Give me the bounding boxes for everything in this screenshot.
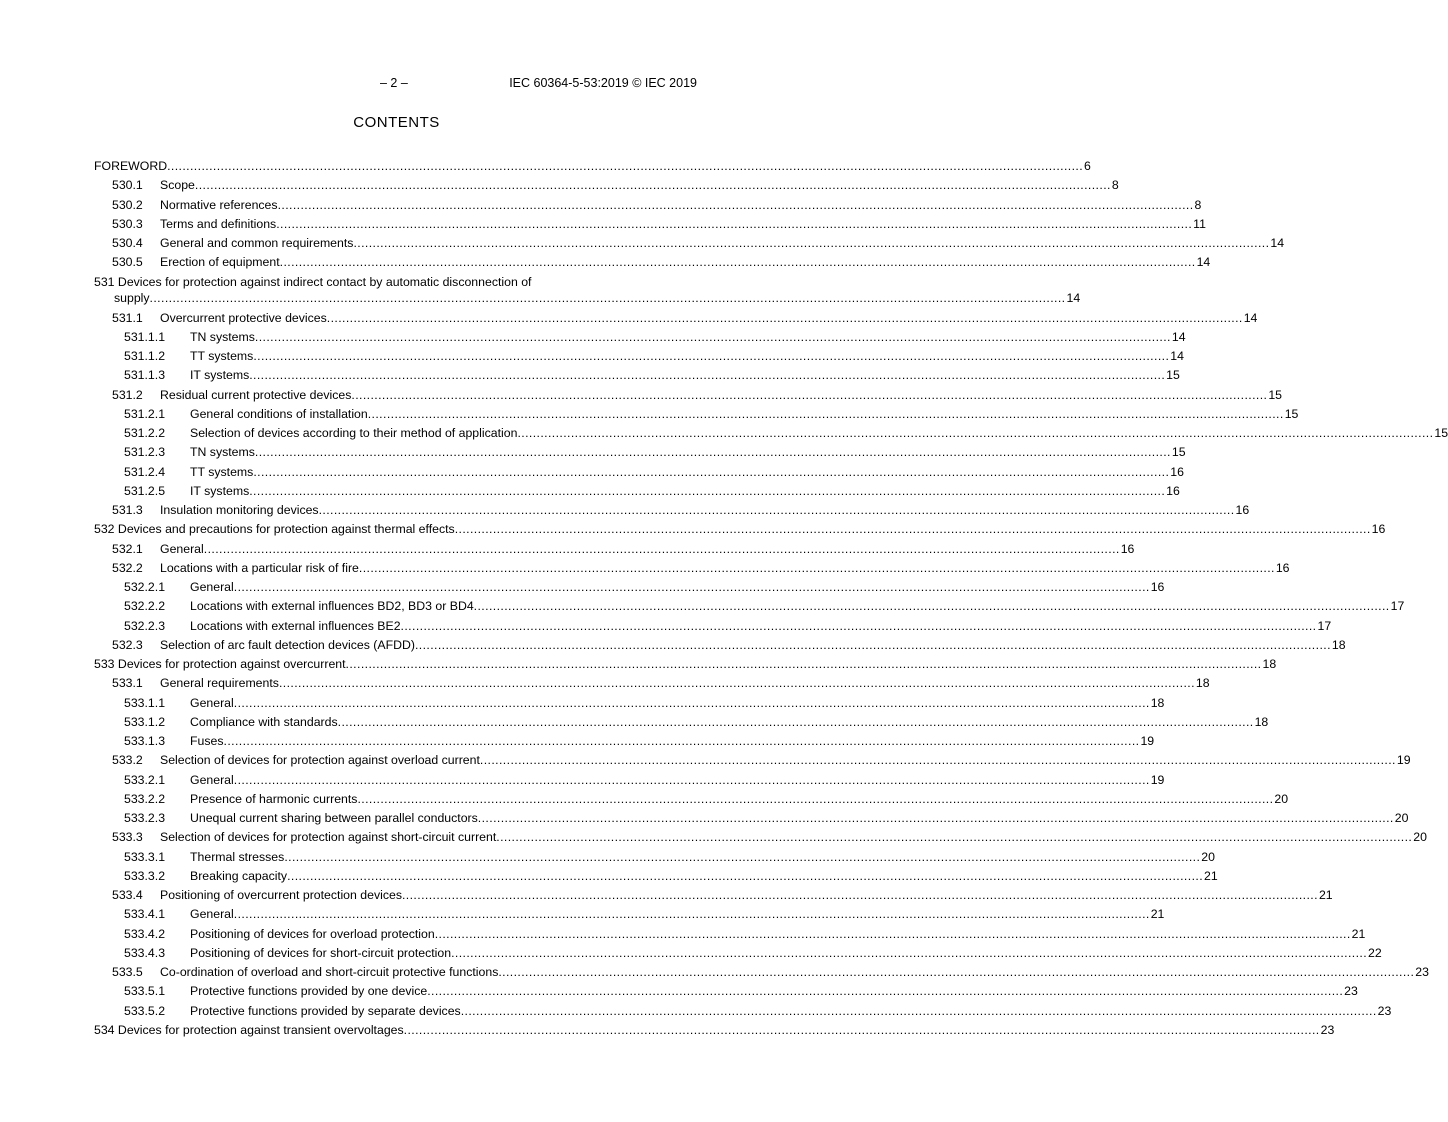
toc-entry[interactable] — [94, 982, 1358, 1001]
toc-entry[interactable] — [94, 347, 1184, 366]
toc-entry-title: Co-ordination of overload and short-circuit protective functions — [160, 965, 499, 979]
toc-entry-title: General — [190, 907, 234, 922]
toc-entry[interactable] — [94, 405, 1299, 424]
toc-entry[interactable] — [94, 867, 1218, 886]
toc-leader-dots: ................................................................................................................................................................................................................................................ — [278, 676, 1195, 691]
toc-entry-number: 530.4 — [112, 236, 143, 250]
toc-entry-number: 533.3.2 — [124, 868, 166, 883]
toc-page-number: 14 — [1066, 290, 1081, 305]
toc-entry-title: Selection of devices for protection against overload current — [160, 753, 480, 768]
toc-leader-dots: ................................................................................................................................................................................................................................................ — [353, 236, 1270, 250]
toc-page-number: 20 — [1201, 849, 1215, 864]
toc-page-number: 21 — [1150, 907, 1165, 922]
toc-leader-dots: ................................................................................................................................................................................................................................................ — [233, 695, 1150, 710]
toc-entry-number: 531.1.1 — [124, 329, 166, 344]
toc-entry-number: 531.1 — [112, 310, 143, 325]
toc-leader-dots: ................................................................................................................................................................................................................................................ — [254, 445, 1171, 460]
toc-entry-title: General and common requirements — [160, 236, 354, 250]
toc-entry[interactable] — [94, 273, 1081, 309]
toc-leader-dots: ................................................................................................................................................................................................................................................ — [276, 216, 1193, 231]
toc-page-number: 16 — [1170, 464, 1184, 479]
toc-page-number: 19 — [1140, 734, 1155, 748]
toc-page-number: 23 — [1344, 984, 1358, 999]
toc-leader-dots: ................................................................................................................................................................................................................................................ — [414, 637, 1331, 652]
toc-entry[interactable] — [94, 809, 1409, 828]
toc-leader-dots: ................................................................................................................................................................................................................................................ — [254, 329, 1171, 344]
toc-leader-dots: ................................................................................................................................................................................................................................................ — [400, 618, 1317, 633]
toc-page-number: 18 — [1195, 676, 1210, 691]
toc-entry-title: Selection of devices for protection against short-circuit current — [160, 830, 497, 845]
toc-page-number: 20 — [1394, 811, 1409, 825]
toc-leader-dots: ................................................................................................................................................................................................................................................ — [287, 868, 1204, 883]
toc-entry-number: 533.5.2 — [124, 1003, 166, 1018]
toc-entry-title: IT systems — [190, 368, 250, 383]
toc-entry[interactable] — [94, 176, 1119, 195]
toc-entry-title: 531 Devices for protection against indirect contact by automatic disconnection of — [94, 274, 532, 289]
toc-entry-number: 533.2.2 — [124, 791, 166, 806]
toc-page-number: 15 — [1434, 426, 1448, 440]
toc-entry-number: 530.2 — [112, 197, 143, 212]
toc-entry[interactable] — [94, 424, 1448, 443]
toc-page-number: 17 — [1390, 599, 1405, 614]
toc-page-number: 15 — [1268, 387, 1283, 402]
toc-leader-dots: ................................................................................................................................................................................................................................................ — [477, 811, 1394, 825]
toc-entry-title: General — [190, 695, 234, 710]
toc-entry-number: 531.3 — [112, 503, 143, 517]
toc-entry-number: 531.1.2 — [124, 349, 166, 363]
toc-entry[interactable] — [94, 559, 1290, 578]
toc-entry-title: TT systems — [190, 464, 254, 479]
toc-entry[interactable] — [94, 253, 1211, 272]
toc-leader-dots: ................................................................................................................................................................................................................................................ — [351, 387, 1268, 402]
toc-entry-number: 531.2 — [112, 387, 143, 402]
toc-entry[interactable] — [94, 234, 1285, 253]
document-id: IEC 60364-5-53:2019 © IEC 2019 — [509, 76, 697, 90]
toc-leader-dots: ................................................................................................................................................................................................................................................ — [194, 178, 1111, 193]
toc-leader-dots: ................................................................................................................................................................................................................................................ — [337, 714, 1254, 729]
toc-entry-title: Protective functions provided by separate devices — [190, 1003, 461, 1018]
toc-entry-title: 532 Devices and precautions for protection against thermal effects — [94, 522, 455, 537]
toc-entry[interactable] — [94, 501, 1250, 520]
toc-leader-dots: ................................................................................................................................................................................................................................................ — [326, 310, 1243, 325]
toc-leader-dots: ................................................................................................................................................................................................................................................ — [454, 522, 1371, 537]
page-number: – 2 – — [380, 76, 408, 90]
toc-leader-dots: ................................................................................................................................................................................................................................................ — [427, 984, 1344, 999]
toc-entry[interactable] — [94, 790, 1289, 809]
toc-entry-title: Scope — [160, 178, 195, 193]
toc-entry[interactable] — [94, 713, 1269, 732]
toc-page-number: 15 — [1171, 445, 1186, 460]
toc-entry-title: General requirements — [160, 676, 279, 691]
toc-leader-dots: ................................................................................................................................................................................................................................................ — [473, 599, 1390, 614]
toc-leader-dots: ................................................................................................................................................................................................................................................ — [149, 290, 1066, 305]
toc-page-number: 15 — [1284, 406, 1299, 421]
toc-page-number: 21 — [1351, 926, 1366, 941]
toc-entry-title: General — [190, 772, 234, 787]
toc-leader-dots: ................................................................................................................................................................................................................................................ — [233, 907, 1150, 922]
toc-entry[interactable] — [94, 157, 1091, 176]
toc-entry[interactable] — [94, 963, 1429, 982]
toc-entry-number: 533.5.1 — [124, 984, 166, 999]
toc-entry[interactable] — [94, 848, 1215, 867]
toc-entry-number: 533.1 — [112, 676, 143, 691]
toc-leader-dots: ................................................................................................................................................................................................................................................ — [358, 560, 1275, 575]
toc-entry-title: Protective functions provided by one device — [190, 984, 428, 999]
toc-page-number: 21 — [1204, 868, 1218, 883]
toc-leader-dots: ................................................................................................................................................................................................................................................ — [496, 830, 1413, 845]
toc-page-number: 16 — [1120, 541, 1135, 556]
toc-entry[interactable] — [94, 309, 1258, 328]
toc-entry-number: 533.3 — [112, 830, 143, 845]
toc-leader-dots: ................................................................................................................................................................................................................................................ — [367, 406, 1284, 421]
toc-entry-title-continuation: supply — [114, 290, 150, 305]
toc-entry-number: 530.1 — [112, 178, 143, 193]
toc-entry-number: 533.4.2 — [124, 926, 166, 941]
toc-entry-title: Breaking capacity — [190, 868, 288, 883]
toc-leader-dots: ................................................................................................................................................................................................................................................ — [318, 503, 1235, 517]
toc-entry-title: Locations with a particular risk of fire — [160, 560, 359, 575]
toc-entry[interactable] — [94, 520, 1386, 539]
toc-entry-title: Selection of arc fault detection devices (AFDD) — [160, 637, 415, 652]
toc-entry-title: Positioning of devices for overload protection — [190, 926, 435, 941]
toc-leader-dots: ................................................................................................................................................................................................................................................ — [401, 888, 1318, 902]
toc-page-number: 14 — [1196, 255, 1211, 270]
toc-entry-number: 532.2 — [112, 560, 143, 575]
toc-entry[interactable] — [94, 617, 1332, 636]
toc-entry[interactable] — [94, 215, 1206, 234]
toc-entry-number: 532.3 — [112, 637, 143, 652]
toc-entry[interactable] — [94, 328, 1186, 347]
toc-entry[interactable] — [94, 597, 1405, 616]
toc-entry[interactable] — [94, 751, 1411, 770]
toc-entry[interactable] — [94, 1002, 1392, 1021]
toc-page-number: 14 — [1270, 236, 1285, 250]
toc-leader-dots: ................................................................................................................................................................................................................................................ — [479, 753, 1396, 768]
toc-leader-dots: ................................................................................................................................................................................................................................................ — [403, 1022, 1320, 1037]
toc-entry[interactable] — [94, 386, 1283, 405]
toc-page-number: 11 — [1193, 216, 1206, 231]
toc-page-number: 19 — [1396, 753, 1411, 768]
toc-page-number: 14 — [1243, 310, 1258, 325]
toc-entry-number: 530.3 — [112, 216, 143, 231]
toc-entry-number: 531.1.3 — [124, 368, 166, 383]
toc-entry[interactable] — [94, 694, 1165, 713]
toc-entry-title: Fuses — [190, 734, 224, 748]
toc-entry-number: 533.3.1 — [124, 849, 166, 864]
toc-page-number: 23 — [1320, 1022, 1335, 1037]
page-header — [0, 76, 793, 92]
toc-entry[interactable] — [94, 1021, 1335, 1040]
toc-leader-dots: ................................................................................................................................................................................................................................................ — [434, 926, 1351, 941]
toc-page-number: 16 — [1235, 503, 1250, 517]
toc-entry[interactable] — [94, 886, 1333, 905]
toc-entry[interactable] — [94, 905, 1165, 924]
toc-entry-title: Thermal stresses — [190, 849, 285, 864]
toc-entry[interactable] — [94, 578, 1165, 597]
toc-entry-title: 533 Devices for protection against overcurrent — [94, 657, 346, 671]
toc-page-number: 19 — [1150, 772, 1165, 787]
toc-entry-number: 533.1.3 — [124, 734, 166, 748]
toc-leader-dots: ................................................................................................................................................................................................................................................ — [253, 349, 1170, 363]
toc-leader-dots: ................................................................................................................................................................................................................................................ — [345, 657, 1262, 671]
toc-leader-dots: ................................................................................................................................................................................................................................................ — [460, 1003, 1377, 1018]
toc-entry-number: 531.2.1 — [124, 406, 166, 421]
toc-entry-number: 533.1.2 — [124, 714, 166, 729]
toc-entry-title: Positioning of overcurrent protection devices — [160, 888, 402, 902]
toc-entry-title: FOREWORD — [94, 159, 168, 173]
toc-page-number: 15 — [1166, 368, 1180, 383]
toc-leader-dots: ................................................................................................................................................................................................................................................ — [249, 483, 1166, 498]
toc-leader-dots: ................................................................................................................................................................................................................................................ — [233, 772, 1150, 787]
toc-entry-title: Positioning of devices for short-circuit protection — [190, 945, 452, 960]
toc-entry[interactable] — [94, 771, 1165, 790]
toc-page-number: 22 — [1368, 945, 1382, 960]
toc-page-number: 16 — [1371, 522, 1386, 537]
toc-entry-title: Unequal current sharing between parallel conductors — [190, 811, 478, 825]
toc-leader-dots: ................................................................................................................................................................................................................................................ — [223, 734, 1140, 748]
toc-entry[interactable] — [94, 925, 1366, 944]
toc-entry-number: 533.4 — [112, 888, 143, 902]
toc-page-number: 8 — [1194, 197, 1202, 212]
toc-page-number: 18 — [1331, 637, 1346, 652]
toc-entry-title: Presence of harmonic currents — [190, 791, 358, 806]
toc-leader-dots: ................................................................................................................................................................................................................................................ — [451, 945, 1368, 960]
toc-leader-dots: ................................................................................................................................................................................................................................................ — [249, 368, 1166, 383]
toc-entry-title: General conditions of installation — [190, 406, 368, 421]
toc-entry-title: Selection of devices according to their method of application — [190, 426, 518, 440]
toc-leader-dots: ................................................................................................................................................................................................................................................ — [233, 580, 1150, 594]
toc-entry-number: 531.2.3 — [124, 445, 166, 460]
toc-entry-title: Normative references — [160, 197, 278, 212]
toc-entry-title: TN systems — [190, 445, 255, 460]
toc-page-number: 23 — [1415, 965, 1429, 979]
toc-entry[interactable] — [94, 463, 1184, 482]
page-title: CONTENTS — [353, 114, 440, 131]
toc-entry-number: 532.2.2 — [124, 599, 166, 614]
toc-leader-dots: ................................................................................................................................................................................................................................................ — [253, 464, 1170, 479]
toc-entry-number: 533.1.1 — [124, 695, 166, 710]
toc-entry[interactable] — [94, 196, 1202, 215]
toc-entry-title: General — [160, 541, 204, 556]
table-of-contents — [94, 157, 1448, 1040]
toc-leader-dots: ................................................................................................................................................................................................................................................ — [203, 541, 1120, 556]
toc-entry-number: 533.5 — [112, 965, 143, 979]
toc-entry-title: IT systems — [190, 483, 250, 498]
toc-entry-number: 531.2.5 — [124, 483, 166, 498]
toc-entry-title: Compliance with standards — [190, 714, 338, 729]
toc-leader-dots: ................................................................................................................................................................................................................................................ — [498, 965, 1415, 979]
toc-entry[interactable] — [94, 655, 1277, 674]
toc-page-number: 20 — [1274, 791, 1289, 806]
toc-entry-number: 532.1 — [112, 541, 143, 556]
toc-leader-dots: ................................................................................................................................................................................................................................................ — [167, 159, 1084, 173]
toc-leader-dots: ................................................................................................................................................................................................................................................ — [284, 849, 1201, 864]
toc-entry-title: General — [190, 580, 234, 594]
toc-entry-title: 534 Devices for protection against transient overvoltages — [94, 1022, 404, 1037]
toc-entry[interactable] — [94, 828, 1427, 847]
toc-page-number: 23 — [1377, 1003, 1392, 1018]
toc-entry-title: Locations with external influences BE2 — [190, 618, 401, 633]
toc-page-number: 21 — [1318, 888, 1333, 902]
toc-entry-number: 533.2.1 — [124, 772, 166, 787]
toc-entry-title: Residual current protective devices — [160, 387, 352, 402]
toc-entry-title: Insulation monitoring devices — [160, 503, 319, 517]
toc-page-number: 17 — [1317, 618, 1332, 633]
toc-entry-title: Overcurrent protective devices — [160, 310, 327, 325]
toc-entry-number: 533.2 — [112, 753, 143, 768]
toc-entry[interactable] — [94, 443, 1186, 462]
toc-leader-dots: ................................................................................................................................................................................................................................................ — [279, 255, 1196, 270]
toc-entry-number: 531.2.2 — [124, 426, 166, 440]
toc-page-number: 20 — [1413, 830, 1427, 845]
toc-entry-number: 533.2.3 — [124, 811, 166, 825]
toc-entry[interactable] — [94, 636, 1346, 655]
toc-page-number: 16 — [1275, 560, 1290, 575]
toc-entry-number: 532.2.1 — [124, 580, 166, 594]
toc-page-number: 16 — [1150, 580, 1165, 594]
toc-entry-number: 533.4.1 — [124, 907, 166, 922]
toc-page-number: 18 — [1254, 714, 1269, 729]
toc-entry[interactable] — [94, 366, 1180, 385]
toc-page-number: 6 — [1084, 159, 1091, 173]
toc-entry-title: Locations with external influences BD2, BD3 or BD4 — [190, 599, 474, 614]
toc-page-number: 18 — [1150, 695, 1165, 710]
toc-entry[interactable] — [94, 944, 1382, 963]
toc-page-number: 14 — [1171, 329, 1186, 344]
toc-entry[interactable] — [94, 674, 1210, 693]
toc-leader-dots: ................................................................................................................................................................................................................................................ — [277, 197, 1194, 212]
toc-leader-dots: ................................................................................................................................................................................................................................................ — [517, 426, 1434, 440]
toc-entry-title: TT systems — [190, 349, 254, 363]
toc-entry[interactable] — [94, 732, 1155, 751]
toc-entry-number: 530.5 — [112, 255, 143, 270]
toc-entry-title: Terms and definitions — [160, 216, 277, 231]
toc-page-number: 8 — [1111, 178, 1119, 193]
toc-entry-title: Erection of equipment — [160, 255, 280, 270]
toc-page-number: 14 — [1170, 349, 1184, 363]
toc-entry[interactable] — [94, 540, 1135, 559]
toc-entry[interactable] — [94, 482, 1180, 501]
toc-entry-number: 532.2.3 — [124, 618, 166, 633]
toc-entry-title: TN systems — [190, 329, 255, 344]
toc-leader-dots: ................................................................................................................................................................................................................................................ — [357, 791, 1274, 806]
toc-entry-number: 531.2.4 — [124, 464, 166, 479]
toc-page-number: 16 — [1166, 483, 1180, 498]
toc-page-number: 18 — [1262, 657, 1277, 671]
toc-entry-number: 533.4.3 — [124, 945, 166, 960]
